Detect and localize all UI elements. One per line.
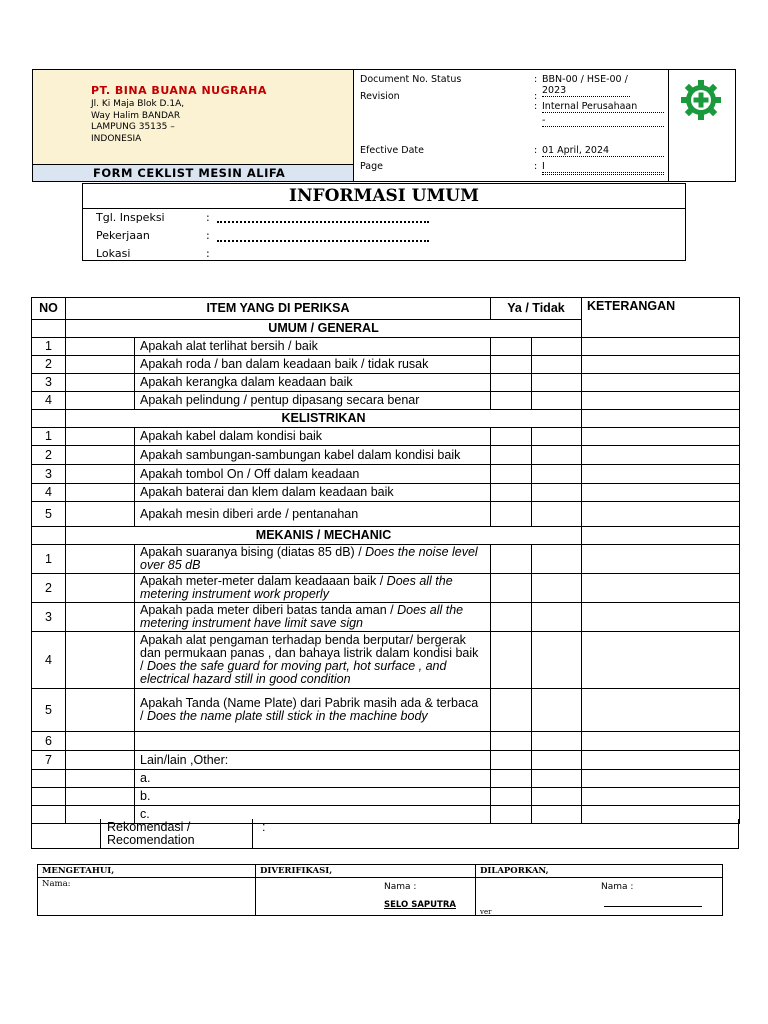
section-umum: UMUM / GENERAL [66, 320, 582, 338]
table-row [32, 428, 740, 446]
tidak-cell[interactable] [532, 446, 582, 465]
nama-label: Nama: [42, 879, 71, 889]
table-row [32, 502, 740, 527]
row-no: 1 [32, 338, 66, 356]
section-row [32, 410, 740, 428]
item-text-id: Apakah alat pengaman terhadap benda berputar/ bergerak dan permukaan panas , dan bahaya listrik dalam kondisi baik / [140, 633, 479, 673]
general-info-box [82, 183, 686, 261]
ya-cell[interactable] [491, 632, 532, 689]
row-no: 1 [32, 545, 66, 574]
row-item: Apakah sambungan-sambungan kabel dalam kondisi baik [135, 446, 491, 465]
item-text-id: Apakah Tanda (Name Plate) dari Pabrik masih ada & terbaca / [140, 696, 479, 723]
row-item: Apakah kabel dalam kondisi baik [135, 428, 491, 446]
item-text-en: Does the noise level over 85 dB [140, 545, 478, 572]
table-row [32, 751, 740, 770]
address-line: INDONESIA [91, 133, 142, 144]
keterangan-cell[interactable] [582, 751, 740, 770]
tidak-cell[interactable] [532, 788, 582, 806]
effective-date-label: Efective Date [360, 145, 424, 156]
row-item [135, 632, 491, 689]
row-no: 4 [32, 392, 66, 410]
row-no: 6 [32, 732, 66, 751]
row-no: 2 [32, 574, 66, 603]
row-no: 7 [32, 751, 66, 770]
inspection-date-field[interactable] [217, 221, 429, 223]
keterangan-cell[interactable] [582, 545, 740, 574]
tidak-cell[interactable] [532, 574, 582, 603]
ya-cell[interactable] [491, 465, 532, 484]
row-no: 5 [32, 502, 66, 527]
item-text-id: Apakah meter-meter dalam keadaaan baik / [140, 574, 387, 588]
job-field[interactable] [217, 240, 429, 242]
colon: : [534, 91, 538, 102]
row-item [135, 603, 491, 632]
row-item: Apakah pelindung / pentup dipasang secara benar [135, 392, 491, 410]
table-row [32, 465, 740, 484]
keterangan-cell[interactable] [582, 484, 740, 502]
tidak-cell[interactable] [532, 374, 582, 392]
revision-value-line2: - [542, 115, 664, 127]
keterangan-cell[interactable] [582, 356, 740, 374]
location-label: Lokasi [96, 247, 131, 260]
page-label: Page [360, 161, 383, 172]
row-no: 3 [32, 374, 66, 392]
item-text-id: Apakah pada meter diberi batas tanda aman / [140, 603, 398, 617]
tidak-cell[interactable] [532, 392, 582, 410]
company-name: PT. BINA BUANA NUGRAHA [91, 84, 267, 97]
table-row [32, 374, 740, 392]
colon: : [534, 145, 538, 156]
company-block [33, 70, 354, 164]
effective-date-value: 01 April, 2024 [542, 145, 664, 157]
table-row [32, 574, 740, 603]
table-row [32, 484, 740, 502]
doc-no-value: BBN-00 / HSE-00 / 2023 [542, 74, 630, 97]
section-kelistrikan: KELISTRIKAN [66, 410, 582, 428]
mengetahui-sign-cell[interactable] [38, 878, 256, 916]
row-item [135, 689, 491, 732]
other-item[interactable]: b. [135, 788, 491, 806]
row-no: 5 [32, 689, 66, 732]
col-header-item: ITEM YANG DI PERIKSA [66, 298, 491, 320]
dilaporkan-label: DILAPORKAN, [476, 865, 723, 878]
table-row [32, 770, 740, 788]
table-row [32, 603, 740, 632]
ya-cell[interactable] [491, 428, 532, 446]
keterangan-cell[interactable] [582, 574, 740, 603]
diverifikasi-sign-cell[interactable] [256, 878, 476, 916]
revision-value: Internal Perusahaan [542, 101, 664, 113]
ya-cell[interactable] [491, 392, 532, 410]
row-item: Apakah baterai dan klem dalam keadaan baik [135, 484, 491, 502]
tidak-cell[interactable] [532, 603, 582, 632]
row-item: Apakah alat terlihat bersih / baik [135, 338, 491, 356]
table-row [32, 732, 740, 751]
ver-label: ver [480, 908, 492, 916]
table-row [32, 338, 740, 356]
item-text-en: Does the safe guard for moving part, hot surface , and electrical hazard still in good condition [140, 659, 447, 686]
item-text-en: Does the name plate still stick in the machine body [146, 709, 428, 723]
recommendation-row [31, 819, 739, 849]
row-item: Apakah roda / ban dalam keadaan baik / tidak rusak [135, 356, 491, 374]
dilaporkan-sign-cell[interactable] [476, 878, 723, 916]
tidak-cell[interactable] [532, 338, 582, 356]
address-line: Jl. Ki Maja Blok D.1A, [91, 99, 185, 109]
company-address [91, 99, 184, 145]
nama-label: Nama : [601, 882, 634, 892]
colon: : [206, 247, 210, 260]
ya-cell[interactable] [491, 751, 532, 770]
colon: : [206, 229, 210, 242]
revision-label: Revision [360, 91, 400, 102]
row-no: 4 [32, 632, 66, 689]
keterangan-cell[interactable] [582, 374, 740, 392]
tidak-cell[interactable] [532, 770, 582, 788]
tidak-cell[interactable] [532, 356, 582, 374]
ya-cell[interactable] [491, 446, 532, 465]
row-no: 1 [32, 428, 66, 446]
signature-line [604, 906, 702, 907]
address-line: Way Halim BANDAR [91, 110, 181, 121]
recommendation-colon: : [262, 820, 266, 834]
row-item: Apakah kerangka dalam keadaan baik [135, 374, 491, 392]
keterangan-cell[interactable] [582, 446, 740, 465]
tidak-cell[interactable] [532, 632, 582, 689]
row-no: 2 [32, 446, 66, 465]
table-row [32, 632, 740, 689]
section-mekanis: MEKANIS / MECHANIC [66, 527, 582, 545]
table-row [32, 788, 740, 806]
table-header-row [32, 298, 740, 320]
general-info-title: INFORMASI UMUM [83, 184, 685, 209]
recommendation-label: Rekomendasi / Recomendation [107, 820, 195, 847]
row-no: 3 [32, 465, 66, 484]
ya-cell[interactable] [491, 545, 532, 574]
ya-cell[interactable] [491, 770, 532, 788]
signature-table [37, 864, 723, 916]
tidak-cell[interactable] [532, 751, 582, 770]
tidak-cell[interactable] [532, 545, 582, 574]
row-item: Apakah mesin diberi arde / pentanahan [135, 502, 491, 527]
col-header-no: NO [32, 298, 66, 320]
ya-cell[interactable] [491, 603, 532, 632]
colon: : [534, 74, 538, 85]
inspection-date-label: Tgl. Inspeksi [96, 211, 165, 224]
tidak-cell[interactable] [532, 428, 582, 446]
section-row [32, 527, 740, 545]
row-no: 3 [32, 603, 66, 632]
ya-cell[interactable] [491, 502, 532, 527]
col-header-keterangan: KETERANGAN [582, 298, 740, 338]
ya-cell[interactable] [491, 374, 532, 392]
col-header-ya-tidak: Ya / Tidak [491, 298, 582, 320]
form-title-bar [33, 164, 354, 181]
table-row [32, 446, 740, 465]
ya-cell[interactable] [491, 732, 532, 751]
row-item: Apakah tombol On / Off dalam keadaan [135, 465, 491, 484]
ya-cell[interactable] [491, 689, 532, 732]
keterangan-cell[interactable] [582, 689, 740, 732]
table-row [32, 689, 740, 732]
colon: : [534, 101, 538, 112]
ya-cell[interactable] [491, 484, 532, 502]
keterangan-cell[interactable] [582, 732, 740, 751]
row-item: Lain/lain ,Other: [135, 751, 491, 770]
document-control-block [354, 70, 669, 181]
keterangan-cell[interactable] [582, 502, 740, 527]
ya-cell[interactable] [491, 574, 532, 603]
item-text-en: Does all the metering instrument have limit save sign [140, 603, 464, 630]
ya-cell[interactable] [491, 338, 532, 356]
verifier-name: SELO SAPUTRA [384, 900, 456, 910]
address-line: LAMPUNG 35135 – [91, 122, 175, 132]
page-value: I [542, 161, 664, 173]
other-item[interactable]: c. [135, 806, 491, 824]
row-no: 4 [32, 484, 66, 502]
ya-cell[interactable] [491, 788, 532, 806]
row-item [135, 574, 491, 603]
item-text-en: Does all the metering instrument work properly [140, 574, 453, 601]
colon: : [206, 211, 210, 224]
keterangan-cell[interactable] [582, 338, 740, 356]
checklist-table [31, 297, 740, 824]
tidak-cell[interactable] [532, 465, 582, 484]
doc-no-label: Document No. Status [360, 74, 462, 85]
row-item [135, 545, 491, 574]
row-no: 2 [32, 356, 66, 374]
form-title: FORM CEKLIST MESIN ALIFA [93, 166, 286, 180]
page-value-line2 [542, 174, 664, 175]
diverifikasi-label: DIVERIFIKASI, [256, 865, 476, 878]
k3-safety-gear-icon [679, 78, 723, 122]
keterangan-cell[interactable] [582, 428, 740, 446]
mengetahui-label: MENGETAHUI, [38, 865, 256, 878]
tidak-cell[interactable] [532, 502, 582, 527]
nama-label: Nama : [384, 882, 417, 892]
row-item[interactable] [135, 732, 491, 751]
table-row [32, 545, 740, 574]
table-row [32, 392, 740, 410]
item-text-id: Apakah suaranya bising (diatas 85 dB) / [140, 545, 366, 559]
keterangan-cell[interactable] [582, 392, 740, 410]
table-row [32, 356, 740, 374]
tidak-cell[interactable] [532, 732, 582, 751]
tidak-cell[interactable] [532, 689, 582, 732]
tidak-cell[interactable] [532, 484, 582, 502]
keterangan-cell[interactable] [582, 788, 740, 806]
ya-cell[interactable] [491, 356, 532, 374]
document-header [32, 69, 736, 182]
job-label: Pekerjaan [96, 229, 150, 242]
keterangan-cell[interactable] [582, 770, 740, 788]
keterangan-cell[interactable] [582, 465, 740, 484]
keterangan-cell[interactable] [582, 632, 740, 689]
other-item[interactable]: a. [135, 770, 491, 788]
keterangan-cell[interactable] [582, 603, 740, 632]
colon: : [534, 161, 538, 172]
